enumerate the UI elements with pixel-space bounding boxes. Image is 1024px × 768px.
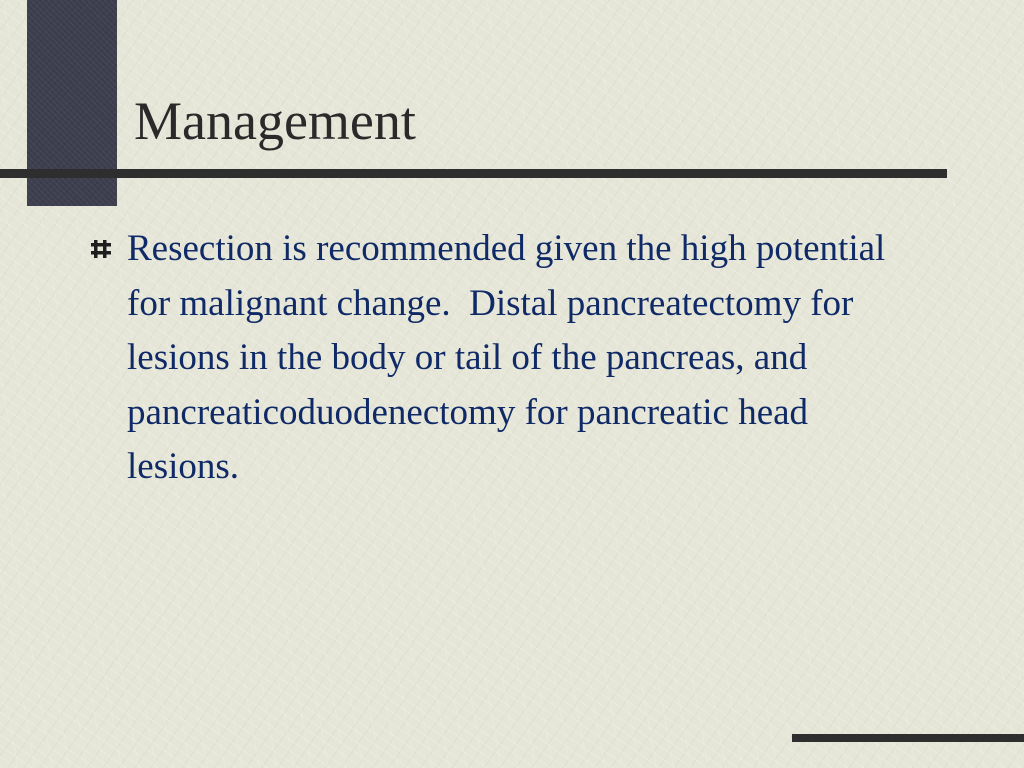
bullet-text: Resection is recommended given the high potential for malignant change. Distal pancreatectomy for lesions in the body or tail of the pancreas, and pancreaticoduodenectomy for pancreatic head lesions. [127,228,895,487]
bullet-list [90,222,900,495]
title-divider [0,169,947,178]
bullet-item [90,222,900,495]
footer-divider [792,734,1024,742]
slide-title: Management [134,91,416,151]
square-bullet-icon [90,239,112,259]
